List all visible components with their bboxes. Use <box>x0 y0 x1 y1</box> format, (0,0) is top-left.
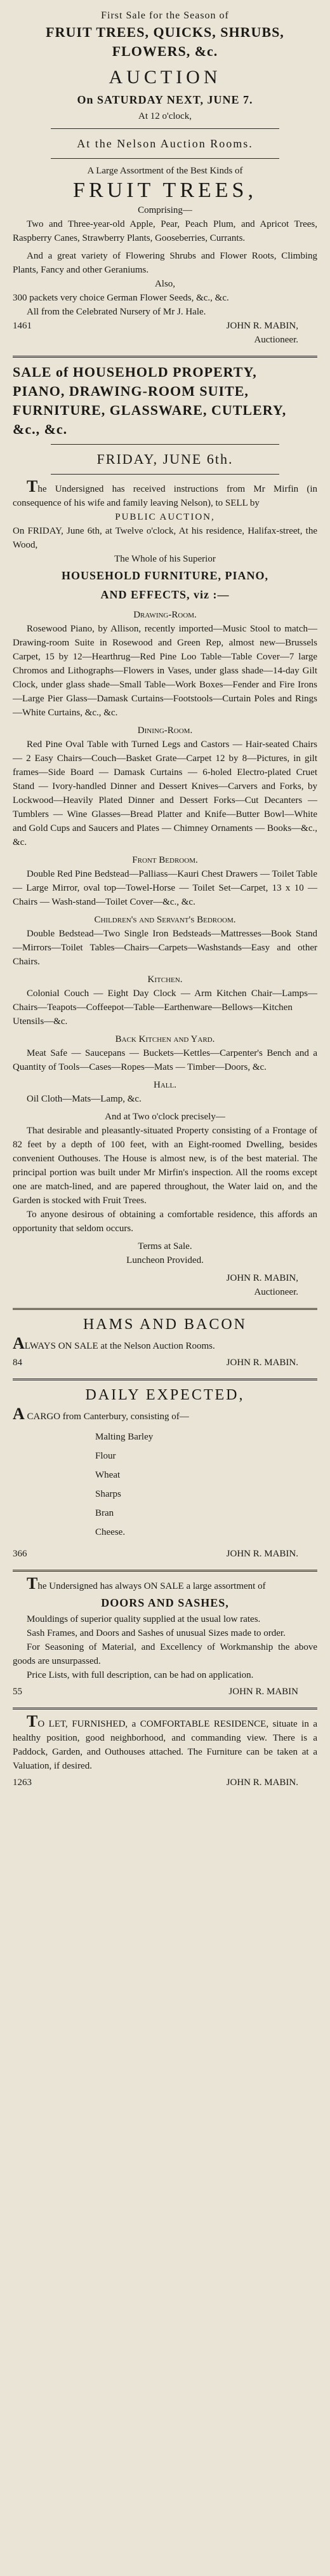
ad4-cargo-list <box>13 1427 317 1542</box>
ad6-number: 1263 <box>13 1777 32 1788</box>
ad4-signature <box>13 1547 317 1561</box>
ad5-signature <box>13 1685 317 1699</box>
ad2-whole: The Whole of his Superior <box>114 554 216 564</box>
ad6-signature <box>13 1776 317 1790</box>
ad2-hall-items: Oil Cloth—Mats—Lamp, &c. <box>27 1094 142 1104</box>
divider <box>51 444 279 445</box>
ad2-back-kitchen-items: Meat Safe — Saucepans — Buckets—Kettles—Carpenter's Bench and a Quantity of Tools—Cases—Ropes—Mats — Timber—Doors, &c. <box>13 1048 317 1072</box>
ad2-headline-2: PIANO, DRAWING-ROOM SUITE, <box>13 383 249 399</box>
ad3-text: ALWAYS ON SALE at the Nelson Auction Rooms. <box>13 1334 215 1352</box>
ad2-date: FRIDAY, JUNE 6th. <box>96 451 234 467</box>
ad4-headline: DAILY EXPECTED, <box>85 1387 245 1403</box>
ad-doors-sashes <box>13 1572 317 1709</box>
ad2-furniture: HOUSEHOLD FURNITURE, PIANO, <box>61 569 269 582</box>
ad4-text: A CARGO from Canterbury, consisting of— <box>13 1405 189 1423</box>
cargo-item: Sharps <box>95 1489 121 1499</box>
ad5-intro: The Undersigned has always ON SALE a large assortment of <box>27 1574 266 1593</box>
ad3-signature <box>13 1356 317 1370</box>
ad1-source: All from the Celebrated Nursery of Mr J. Hale. <box>27 307 206 317</box>
ad2-front-bedroom-items: Double Red Pine Bedstead—Palliass—Kauri Chest Drawers — Toilet Table — Large Mirror, oval top—Towel-Horse — Toilet Set—Carpet, 13 x 10 — Chairs — Wash-stand—Toilet Cover—&c., &c. <box>13 869 317 907</box>
ad5-seasoning: For Seasoning of Material, and Excellency of Workmanship the above goods are unsurpassed. <box>13 1642 317 1666</box>
ad2-public-auction: PUBLIC AUCTION, <box>115 512 215 522</box>
ad1-kicker: First Sale for the Season of <box>101 10 229 21</box>
ad1-date: On SATURDAY NEXT, JUNE 7. <box>77 93 253 106</box>
ad2-luncheon: Luncheon Provided. <box>126 1255 204 1265</box>
ad3-headline: HAMS AND BACON <box>82 1316 248 1333</box>
ad6-signer: JOHN R. MABIN. <box>226 1777 298 1788</box>
ad-fruit-trees <box>13 9 317 358</box>
ad1-headline-2: FLOWERS, &c. <box>112 43 218 59</box>
ad1-time: At 12 o'clock, <box>138 111 192 121</box>
section-back-kitchen: Back Kitchen and Yard. <box>115 1034 215 1044</box>
cargo-item: Wheat <box>95 1470 121 1480</box>
section-front-bedroom: Front Bedroom. <box>132 855 198 865</box>
ad1-list: Two and Three-year-old Apple, Pear, Peach Plum, and Apricot Trees, Raspberry Canes, Strawberry Plants, Gooseberries, Currants. <box>13 219 317 243</box>
ad1-signature <box>13 319 317 333</box>
ad4-signer: JOHN R. MABIN. <box>226 1549 298 1559</box>
ad2-headline-3: FURNITURE, GLASSWARE, CUTLERY, &c., &c. <box>13 402 287 437</box>
ad-daily-expected <box>13 1380 317 1572</box>
cargo-item: Bran <box>95 1508 114 1518</box>
ad2-childrens-bedroom-items: Double Bedstead—Two Single Iron Bedsteads—Mattresses—Book Stand—Mirrors—Toilet Tables—Chairs—Carpets—Washstands—Easy and other Chairs. <box>13 929 317 967</box>
ad1-fruit-trees: FRUIT TREES, <box>73 179 257 202</box>
ad1-headline: FRUIT TREES, QUICKS, SHRUBS, <box>46 24 284 40</box>
section-hall: Hall. <box>154 1080 176 1090</box>
ad5-price-lists: Price Lists, with full description, can be had on application. <box>27 1670 254 1680</box>
ad2-property: That desirable and pleasantly-situated Property consisting of a Frontage of 82 feet by a depth of 100 feet, with an Eight-roomed Dwelling, besides convenient Outhouses. The House is almost new, is of the best material. The principal portion was built under Mr Mirfin's inspection. All the rooms except one are match-lined, and are papered throughout, the Water laid on, and the Garden is stocked with Fruit Trees. <box>13 1126 317 1206</box>
ad1-signer: JOHN R. MABIN, <box>226 321 298 331</box>
ad-household-sale <box>13 358 317 1310</box>
cargo-item: Malting Barley <box>95 1432 154 1442</box>
section-drawing-room: Drawing-Room. <box>133 610 197 620</box>
ad1-seeds: 300 packets very choice German Flower Seeds, &c., &c. <box>13 293 229 303</box>
ad5-signer: JOHN R. MABIN <box>228 1687 298 1697</box>
ad1-line: A Large Assortment of the Best Kinds of <box>87 166 243 176</box>
section-kitchen: Kitchen. <box>147 974 183 985</box>
ad2-intro: The Undersigned has received instructions from Mr Mirfin (in consequence of his wife and family leaving Nelson), to SELL by <box>13 477 317 508</box>
ad2-effects: AND EFFECTS, viz :— <box>100 588 230 601</box>
ad3-signer: JOHN R. MABIN. <box>226 1358 298 1368</box>
ad1-venue: At the Nelson Auction Rooms. <box>77 137 253 150</box>
ad1-variety: And a great variety of Flowering Shrubs and Flower Roots, Climbing Plants, Fancy and other Geraniums. <box>13 251 317 275</box>
ad2-terms: Terms at Sale. <box>138 1241 192 1251</box>
cargo-item: Cheese. <box>95 1527 126 1537</box>
ad5-headline: DOORS AND SASHES, <box>101 1596 229 1609</box>
ad2-dining-room-items: Red Pine Oval Table with Turned Legs and Castors — Hair-seated Chairs — 2 Easy Chairs—Couch—Basket Grate—Carpet 12 by 8—Pictures, in gilt frames—Side Board — Damask Curtains — 6-holed Electro-plated Cruet Stand — Ivory-handled Dinner and Dessert Knives—Carvers and Forks, by Lockwood—Heavily Plated Dinner and Dessert Forks—Cut Decanters — Tumblers — Wine Glasses—Bread Platter and Knife—Butter Bowl—White and Gold Cups and Saucers and Plates — Chimney Ornaments — Books—&c., &c. <box>13 739 317 847</box>
newspaper-column <box>13 0 317 1798</box>
ad2-drawing-room-items: Rosewood Piano, by Allison, recently imported—Music Stool to match—Drawing-room Suite in Rosewood and Green Rep, almost new—Brussels Carpet, 15 by 12—Hearthrug—Red Pine Loo Table—Table Cover—7 large Chromos and Lithographs—Flowers in Vases, under glass shade—14-day Gilt Clock, under glass shade—Small Table—Work Boxes—Fender and Fire Irons—Large Pier Glass—Damask Curtains—Footstools—Curtain Poles and Rings—White Curtains, &c., &c. <box>13 624 317 718</box>
ad5-frames: Sash Frames, and Doors and Sashes of unusual Sizes made to order. <box>27 1628 286 1638</box>
ad6-text: TO LET, FURNISHED, a COMFORTABLE RESIDENCE, situate in a healthy position, good neighborhood, and commanding view. There is a Paddock, Garden, and Outhouses attached. The Furniture can be taken at a Valuation, if desired. <box>13 1712 317 1771</box>
section-dining-room: Dining-Room. <box>137 725 193 736</box>
ad1-auction: AUCTION <box>109 67 221 88</box>
ad-hams-bacon <box>13 1310 317 1380</box>
section-childrens-bedroom: Children's and Servant's Bedroom. <box>94 915 236 925</box>
ad2-signer: JOHN R. MABIN, <box>226 1273 298 1283</box>
ad2-headline-1: SALE of HOUSEHOLD PROPERTY, <box>13 364 257 380</box>
ad1-number: 1461 <box>13 321 32 331</box>
ad2-when: On FRIDAY, June 6th, at Twelve o'clock, At his residence, Halifax-street, the Wood, <box>13 526 317 550</box>
ad1-also: Also, <box>154 279 176 289</box>
cargo-item: Flour <box>95 1451 116 1461</box>
ad2-kitchen-items: Colonial Couch — Eight Day Clock — Arm Kitchen Chair—Lamps—Chairs—Teapots—Coffeepot—Table—Earthenware—Bellows—Kitchen Utensils—&c. <box>13 988 317 1027</box>
ad5-mouldings: Mouldings of superior quality supplied at the usual low rates. <box>27 1614 261 1624</box>
ad2-opportunity: To anyone desirous of obtaining a comfortable residence, this affords an opportunity that seldom occurs. <box>13 1210 317 1234</box>
ad2-two-oclock: And at Two o'clock precisely— <box>105 1112 225 1122</box>
ad-to-let <box>13 1709 317 1798</box>
ad2-title: Auctioneer. <box>254 1287 298 1297</box>
ad3-number: 84 <box>13 1358 22 1368</box>
ad1-comprising: Comprising— <box>138 205 192 215</box>
divider <box>51 128 279 129</box>
ad4-number: 366 <box>13 1549 27 1559</box>
ad5-number: 55 <box>13 1687 22 1697</box>
divider <box>51 158 279 159</box>
divider <box>51 474 279 475</box>
ad1-title: Auctioneer. <box>254 335 298 345</box>
